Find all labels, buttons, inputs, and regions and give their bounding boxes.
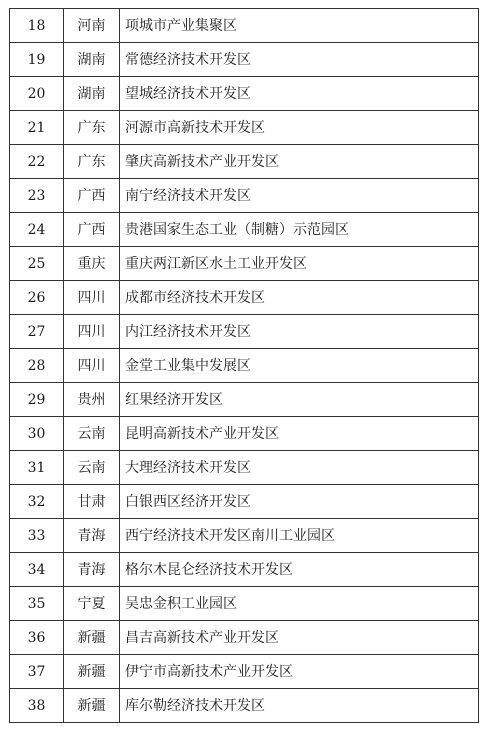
zone-name-cell: 昆明高新技术产业开发区 xyxy=(120,417,479,451)
zone-name-cell: 望城经济技术开发区 xyxy=(120,77,479,111)
province-cell: 新疆 xyxy=(64,655,120,689)
table-row xyxy=(10,621,479,655)
province-cell: 广西 xyxy=(64,179,120,213)
row-number-cell: 19 xyxy=(10,43,64,77)
table-row xyxy=(10,111,479,145)
table-row xyxy=(10,349,479,383)
table-row xyxy=(10,519,479,553)
province-cell: 贵州 xyxy=(64,383,120,417)
table-row xyxy=(10,587,479,621)
province-cell: 四川 xyxy=(64,281,120,315)
row-number-cell: 18 xyxy=(10,9,64,43)
zone-name-cell: 红果经济开发区 xyxy=(120,383,479,417)
zone-name-cell: 吴忠金积工业园区 xyxy=(120,587,479,621)
zone-name-cell: 伊宁市高新技术产业开发区 xyxy=(120,655,479,689)
row-number-cell: 30 xyxy=(10,417,64,451)
zone-name-cell: 库尔勒经济技术开发区 xyxy=(120,689,479,723)
zone-name-cell: 昌吉高新技术产业开发区 xyxy=(120,621,479,655)
zone-name-cell: 成都市经济技术开发区 xyxy=(120,281,479,315)
row-number-cell: 31 xyxy=(10,451,64,485)
province-cell: 湖南 xyxy=(64,43,120,77)
row-number-cell: 26 xyxy=(10,281,64,315)
development-zone-table xyxy=(9,8,479,723)
zone-name-cell: 格尔木昆仑经济技术开发区 xyxy=(120,553,479,587)
zone-name-cell: 常德经济技术开发区 xyxy=(120,43,479,77)
row-number-cell: 36 xyxy=(10,621,64,655)
province-cell: 云南 xyxy=(64,417,120,451)
table-row xyxy=(10,451,479,485)
zone-name-cell: 内江经济技术开发区 xyxy=(120,315,479,349)
row-number-cell: 35 xyxy=(10,587,64,621)
zone-name-cell: 南宁经济技术开发区 xyxy=(120,179,479,213)
row-number-cell: 33 xyxy=(10,519,64,553)
province-cell: 重庆 xyxy=(64,247,120,281)
province-cell: 新疆 xyxy=(64,621,120,655)
province-cell: 新疆 xyxy=(64,689,120,723)
province-cell: 湖南 xyxy=(64,77,120,111)
table-row xyxy=(10,485,479,519)
zone-name-cell: 重庆两江新区水土工业开发区 xyxy=(120,247,479,281)
row-number-cell: 28 xyxy=(10,349,64,383)
zone-name-cell: 西宁经济技术开发区南川工业园区 xyxy=(120,519,479,553)
table-row xyxy=(10,383,479,417)
row-number-cell: 37 xyxy=(10,655,64,689)
province-cell: 甘肃 xyxy=(64,485,120,519)
province-cell: 四川 xyxy=(64,315,120,349)
table-row xyxy=(10,315,479,349)
table-row xyxy=(10,247,479,281)
table-row xyxy=(10,281,479,315)
table-row xyxy=(10,9,479,43)
table-row xyxy=(10,689,479,723)
row-number-cell: 21 xyxy=(10,111,64,145)
row-number-cell: 25 xyxy=(10,247,64,281)
table-row xyxy=(10,213,479,247)
province-cell: 宁夏 xyxy=(64,587,120,621)
province-cell: 四川 xyxy=(64,349,120,383)
province-cell: 河南 xyxy=(64,9,120,43)
row-number-cell: 38 xyxy=(10,689,64,723)
table-row xyxy=(10,417,479,451)
table-row xyxy=(10,655,479,689)
row-number-cell: 20 xyxy=(10,77,64,111)
table-row xyxy=(10,77,479,111)
zone-name-cell: 河源市高新技术开发区 xyxy=(120,111,479,145)
row-number-cell: 34 xyxy=(10,553,64,587)
row-number-cell: 32 xyxy=(10,485,64,519)
province-cell: 青海 xyxy=(64,519,120,553)
province-cell: 云南 xyxy=(64,451,120,485)
table-row xyxy=(10,553,479,587)
row-number-cell: 23 xyxy=(10,179,64,213)
zone-name-cell: 金堂工业集中发展区 xyxy=(120,349,479,383)
table-row xyxy=(10,145,479,179)
row-number-cell: 24 xyxy=(10,213,64,247)
zone-name-cell: 项城市产业集聚区 xyxy=(120,9,479,43)
table-row xyxy=(10,179,479,213)
zone-name-cell: 白银西区经济开发区 xyxy=(120,485,479,519)
province-cell: 广西 xyxy=(64,213,120,247)
row-number-cell: 29 xyxy=(10,383,64,417)
zone-name-cell: 肇庆高新技术产业开发区 xyxy=(120,145,479,179)
table-body xyxy=(10,9,479,723)
province-cell: 广东 xyxy=(64,111,120,145)
table-row xyxy=(10,43,479,77)
row-number-cell: 22 xyxy=(10,145,64,179)
zone-name-cell: 贵港国家生态工业（制糖）示范园区 xyxy=(120,213,479,247)
province-cell: 青海 xyxy=(64,553,120,587)
zone-name-cell: 大理经济技术开发区 xyxy=(120,451,479,485)
province-cell: 广东 xyxy=(64,145,120,179)
row-number-cell: 27 xyxy=(10,315,64,349)
